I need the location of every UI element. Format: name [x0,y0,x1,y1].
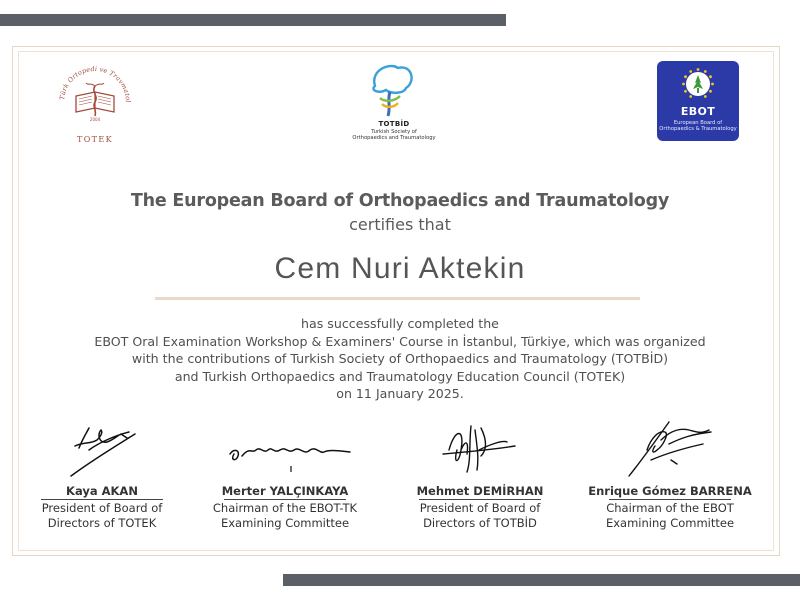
signatory-role-line1: President of Board of [41,501,163,515]
signatory-name: Enrique Gómez BARRENA [588,484,752,498]
signature-line [609,499,731,500]
svg-text:TOTEK: TOTEK [76,135,114,144]
svg-text:2004: 2004 [89,117,101,122]
signatory-name: Kaya AKAN [66,484,138,498]
signature-line [41,499,163,500]
recipient-underline [155,297,640,300]
totbid-tree-icon [360,58,420,118]
certificate-body [0,315,800,403]
signatory-role-line2: Directors of TOTEK [47,516,157,530]
signatory-name: Merter YALÇINKAYA [221,484,349,498]
totbid-full-line2: Orthopaedics and Traumatology [352,135,436,142]
signatory-role-line2: Directors of TOTBİD [423,516,537,530]
signatory-role-line2: Examining Committee [220,516,350,530]
ebot-full-line2: Orthopaedics & Traumatology [659,126,737,133]
handwritten-signature [17,420,187,480]
ebot-full-line1: European Board of [673,120,723,126]
signatory-role-line2: Examining Committee [605,516,735,530]
signatory-name: Mehmet DEMİRHAN [416,484,544,498]
totbid-full-name [346,129,442,142]
bottom-decorative-bar [283,574,800,586]
ebot-abbreviation: EBOT [680,105,716,118]
recipient-name: Cem Nuri Aktekin [274,252,526,285]
signature-line [224,499,346,500]
body-line: on 11 January 2025. [336,386,464,401]
certifies-text: certifies that [349,215,451,234]
signatory-role-line1: President of Board of [419,501,541,515]
signature-line [419,499,541,500]
body-line: EBOT Oral Examination Workshop & Examiners' Course in İstanbul, Türkiye, which was organized [94,333,706,349]
signatory-role-line1: Chairman of the EBOT-TK [212,501,358,515]
svg-text:Türk Ortopedi ve Travmatoloji: Türk Ortopedi ve Travmatol [58,64,133,103]
top-decorative-bar [0,14,506,26]
body-line: has successfully completed the [301,316,499,331]
totbid-logo [346,58,442,150]
handwritten-signature [200,420,370,480]
totbid-full-line1: Turkish Society of [371,129,417,135]
handwritten-signature [395,420,565,480]
signatory-role-line1: Chairman of the EBOT [606,501,734,515]
handwritten-signature [585,420,755,480]
totek-seal-logo [50,56,140,148]
totbid-abbreviation: TOTBİD [378,120,410,128]
ebot-full-name [657,120,739,133]
ebot-stars-tree-icon [681,67,715,101]
ebot-logo [657,61,739,141]
issuing-organization: The European Board of Orthopaedics and Traumatology [130,191,670,211]
body-line: and Turkish Orthopaedics and Traumatology Education Council (TOTEK) [174,368,626,384]
body-line: with the contributions of Turkish Society of Orthopaedics and Traumatology (TOTBİD) [131,351,669,366]
